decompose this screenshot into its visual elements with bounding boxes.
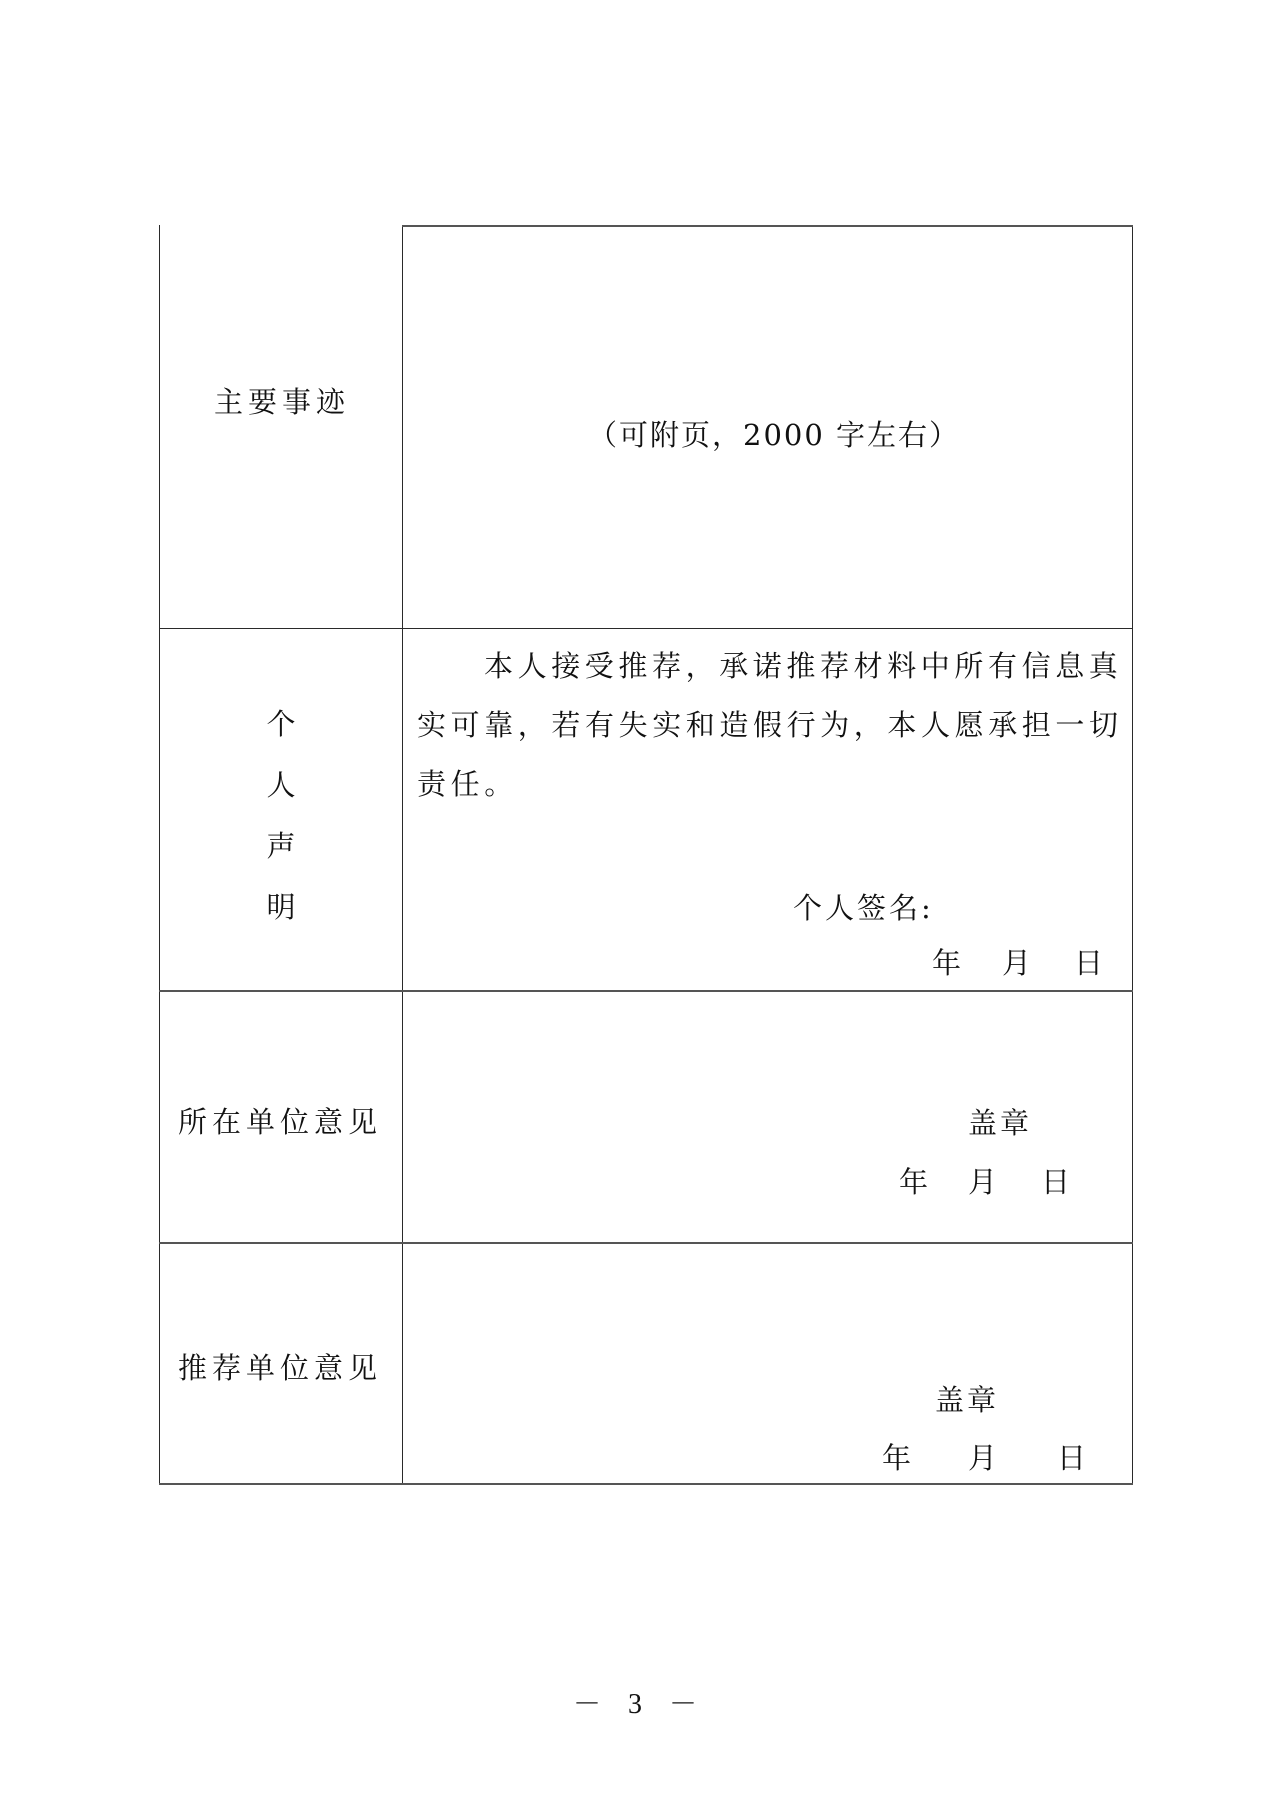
table-bottom-border [159, 1483, 1133, 1485]
label-char: 个 [266, 707, 296, 741]
label-char: 人 [266, 768, 296, 802]
date-year: 年 [882, 1441, 912, 1475]
date-month: 月 [968, 1165, 998, 1199]
page-number: － 3 － [572, 1689, 707, 1720]
table-top-border [402, 225, 1133, 227]
table-left-border [159, 225, 160, 1484]
row-divider-1 [159, 628, 1133, 629]
row-divider-3 [159, 1242, 1133, 1244]
table-right-border [1132, 225, 1133, 1484]
label-char: 声 [266, 829, 296, 863]
label-char: 明 [266, 890, 296, 924]
date-month: 月 [1002, 946, 1032, 980]
main-deeds-label: 主要事迹 [214, 385, 351, 419]
table-column-divider [402, 225, 403, 1484]
date-year: 年 [932, 946, 962, 980]
row-divider-2 [159, 990, 1133, 992]
statement-body: 本人接受推荐，承诺推荐材料中所有信息真实可靠，若有失实和造假行为，本人愿承担一切责任。 [417, 649, 1123, 801]
date-day: 日 [1074, 946, 1104, 980]
recommending-unit-seal-field[interactable]: 盖章 [935, 1383, 1000, 1417]
work-unit-seal-field[interactable]: 盖章 [968, 1106, 1033, 1140]
personal-statement-text [417, 637, 1132, 814]
personal-signature-field[interactable]: 个人签名: [793, 891, 934, 925]
personal-statement-label [261, 694, 301, 938]
date-day: 日 [1057, 1441, 1087, 1475]
recommending-unit-opinion-label: 推荐单位意见 [178, 1351, 383, 1385]
work-unit-opinion-label: 所在单位意见 [178, 1105, 383, 1139]
date-year: 年 [899, 1165, 929, 1199]
date-day: 日 [1041, 1165, 1071, 1199]
main-deeds-content-field[interactable]: （可附页，2000 字左右） [588, 418, 961, 452]
date-month: 月 [968, 1441, 998, 1475]
